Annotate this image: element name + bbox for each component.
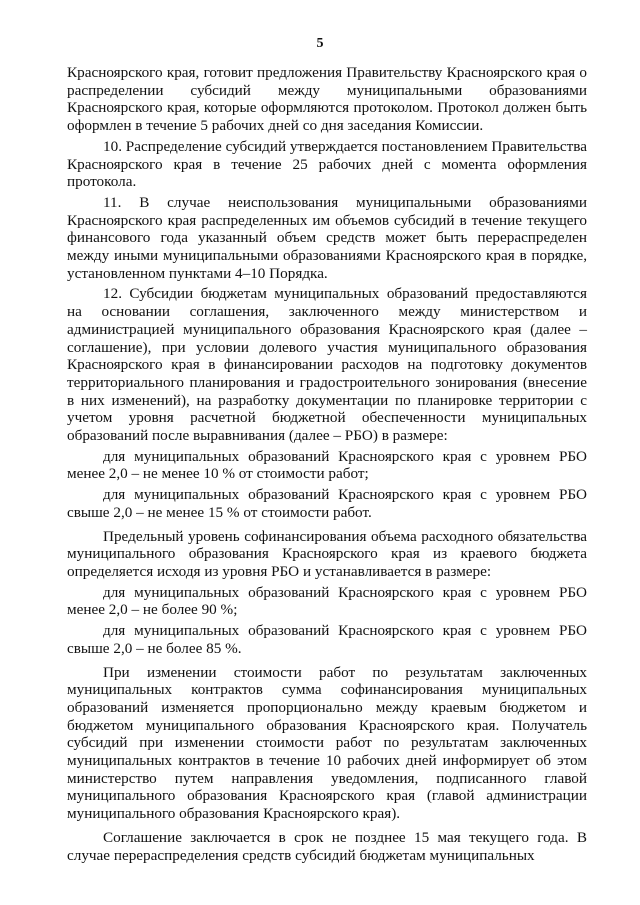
paragraph-cost-change: При изменении стоимости работ по результатам заключенных муниципальных контрактов сумма софинансирования муниципальных образований изменяется пропорционально между краевым бюджетом и бюджетом муниципального образования Красноярского края. Получатель субсидий при изменении стоимости работ по результатам заключенных муниципальных контрактов в течение 10 рабочих дней информирует об этом министерство путем направления уведомления, подписанного главой муниципального образования Красноярского края (главой администрации муниципального образования Красноярского края). xyxy=(67,663,587,823)
paragraph-item-11: 11. В случае неиспользования муниципальными образованиями Красноярского края распределенных им объемов субсидий в течение текущего финансового года указанный объем средств может быть перераспределен между иными муниципальными образованиями Красноярского края в порядке, установленном пунктами 4–10 Порядка. xyxy=(67,193,587,282)
paragraph-agreement-deadline: Соглашение заключается в срок не позднее 15 мая текущего года. В случае перераспределения средств субсидий бюджетам муниципальных xyxy=(67,828,587,864)
document-body xyxy=(67,64,587,867)
paragraph-rbo-above-2: для муниципальных образований Красноярского края с уровнем РБО свыше 2,0 – не менее 15 % от стоимости работ. xyxy=(67,486,587,521)
paragraph-limit-below-2: для муниципальных образований Красноярского края с уровнем РБО менее 2,0 – не более 90 %; xyxy=(67,583,587,619)
paragraph-cofinancing-limit: Предельный уровень софинансирования объема расходного обязательства муниципального образования Красноярского края из краевого бюджета определяется исходя из уровня РБО и устанавливается в размере: xyxy=(67,527,587,580)
paragraph-item-12: 12. Субсидии бюджетам муниципальных образований предоставляются на основании соглашения, заключенного между министерством и администрацией муниципального образования Красноярского края (далее – соглашение), при условии долевого участия муниципального образования Красноярского края в финансировании расходов на подготовку документов территориального планирования и градостроительного зонирования (внесение в них изменений), на разработку документации по планировке территории с учетом уровня расчетной бюджетной обеспеченности муниципальных образований после выравнивания (далее – РБО) в размере: xyxy=(67,285,587,445)
paragraph-continuation: Красноярского края, готовит предложения Правительству Красноярского края о распределении субсидий между муниципальными образованиями Красноярского края, которые оформляются протоколом. Протокол должен быть оформлен в течение 5 рабочих дней со дня заседания Комиссии. xyxy=(67,64,587,135)
paragraph-item-10: 10. Распределение субсидий утверждается постановлением Правительства Красноярского края в течение 25 рабочих дней с момента оформления протокола. xyxy=(67,137,587,191)
page-number: 5 xyxy=(316,36,324,51)
paragraph-limit-above-2: для муниципальных образований Красноярского края с уровнем РБО свыше 2,0 – не более 85 %. xyxy=(67,622,587,657)
paragraph-rbo-below-2: для муниципальных образований Красноярского края с уровнем РБО менее 2,0 – не менее 10 % от стоимости работ; xyxy=(67,447,587,483)
